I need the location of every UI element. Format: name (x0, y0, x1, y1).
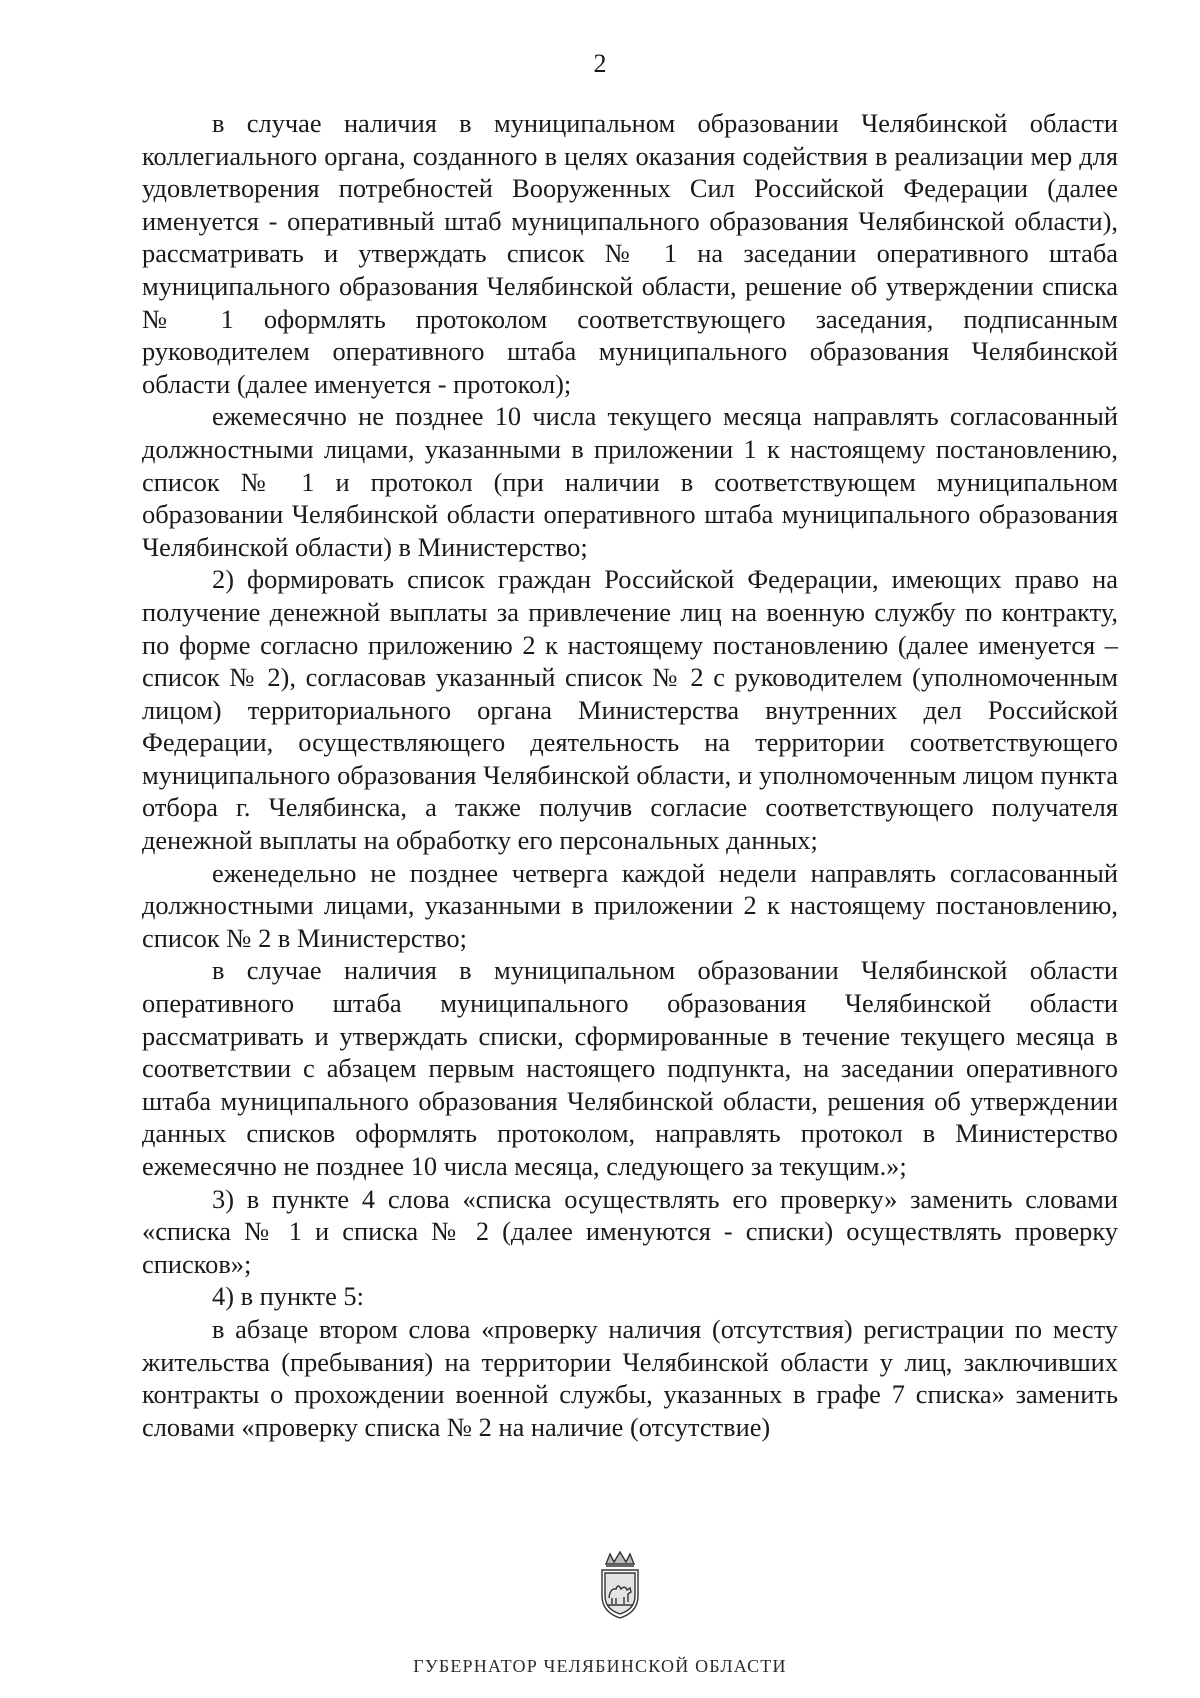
page-number: 2 (593, 49, 607, 78)
paragraph-7: 4) в пункте 5: (212, 1281, 364, 1312)
paragraph-1: в случае наличия в муниципальном образовании Челябинской области коллегиального органа, созданного в целях оказания содействия в реализации мер для удовлетворения потребностей Вооруженных Сил Российской Федерации (далее именуется - оперативный штаб муниципального образования Челябинской области), рассматривать и утверждать список № 1 на заседании оперативного штаба муниципального образования Челябинской области, решение об утверждении списка № 1 оформлять протоколом соответствующего заседания, подписанным руководителем оперативного штаба муниципального образования Челябинской области (далее именуется - протокол); (142, 108, 1118, 399)
paragraph-8: в абзаце втором слова «проверку наличия (отсутствия) регистрации по месту жительства (пребывания) на территории Челябинской области у лиц, заключивших контракты о прохождении военной службы, указанных в графе 7 списка» заменить словами «проверку списка № 2 на наличие (отсутствие) (142, 1313, 1118, 1442)
paragraph-6: 3) в пункте 4 слова «списка осуществлять его проверку» заменить словами «списка № 1 и списка № 2 (далее именуются - списки) осуществлять проверку списков»; (142, 1183, 1118, 1279)
coat-of-arms-icon (594, 1550, 646, 1622)
paragraph-4: еженедельно не позднее четверга каждой недели направлять согласованный должностными лицами, указанными в приложении 2 к настоящему постановлению, список № 2 в Министерство; (142, 857, 1118, 953)
paragraph-3: 2) формировать список граждан Российской Федерации, имеющих право на получение денежной выплаты за привлечение лиц на военную службу по контракту, по форме согласно приложению 2 к настоящему постановлению (далее именуется – список № 2), согласовав указанный список № 2 с руководителем (уполномоченным лицом) территориального органа Министерства внутренних дел Российской Федерации, осуществляющего деятельность на территории соответствующего муниципального образования Челябинской области, и уполномоченным лицом пункта отбора г. Челябинска, а также получив согласие соответствующего получателя денежной выплаты на обработку его персональных данных; (142, 564, 1118, 856)
paragraph-5: в случае наличия в муниципальном образовании Челябинской области оперативного штаба муниципального образования Челябинской области рассматривать и утверждать списки, сформированные в течение текущего месяца в соответствии с абзацем первым настоящего подпункта, на заседании оперативного штаба муниципального образования Челябинской области, решения об утверждении данных списков оформлять протоколом, направлять протокол в Министерство ежемесячно не позднее 10 числа месяца, следующего за текущим.»; (142, 955, 1118, 1181)
document-body (142, 107, 1118, 1443)
paragraph-2: ежемесячно не позднее 10 числа текущего месяца направлять согласованный должностными лицами, указанными в приложении 1 к настоящему постановлению, список № 1 и протокол (при наличии в соответствующем муниципальном образовании Челябинской области оперативного штаба муниципального образования Челябинской области) в Министерство; (142, 401, 1118, 562)
footer-organization: ГУБЕРНАТОР ЧЕЛЯБИНСКОЙ ОБЛАСТИ (413, 1656, 787, 1676)
